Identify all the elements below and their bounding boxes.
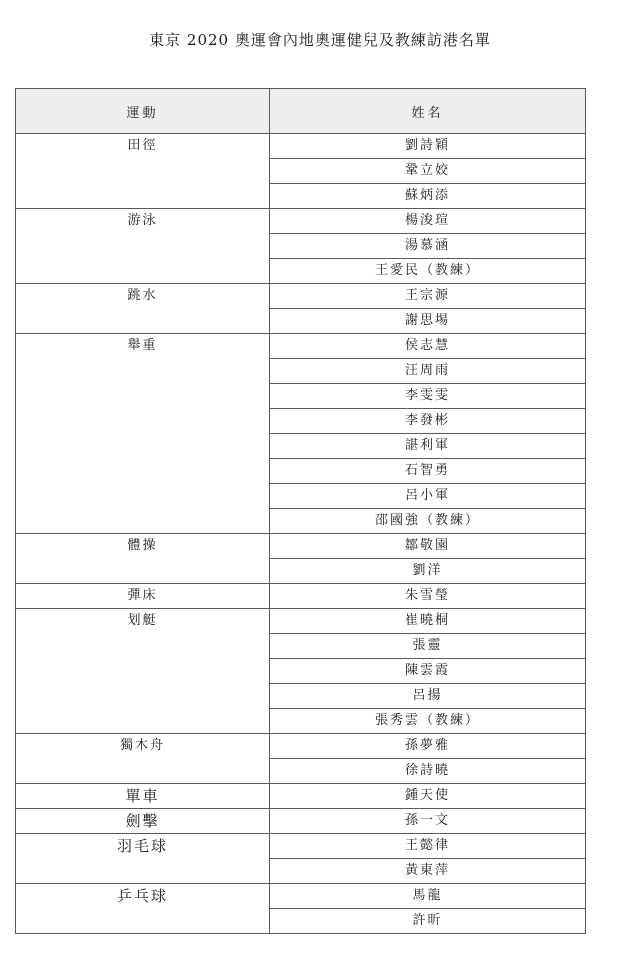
table-row — [16, 834, 586, 859]
sport-cell: 游泳 — [16, 209, 270, 284]
name-cell: 黃東萍 — [270, 859, 586, 884]
name-cell: 陳雲霞 — [270, 659, 586, 684]
name-cell: 王宗源 — [270, 284, 586, 309]
name-cell: 徐詩曉 — [270, 759, 586, 784]
name-cell: 汪周雨 — [270, 359, 586, 384]
sport-cell: 羽毛球 — [16, 834, 270, 884]
name-cell: 謝思埸 — [270, 309, 586, 334]
name-cell: 李雯雯 — [270, 384, 586, 409]
sport-cell: 獨木舟 — [16, 734, 270, 784]
name-cell: 鄒敬園 — [270, 534, 586, 559]
sport-cell: 乒乓球 — [16, 884, 270, 934]
sport-cell: 單車 — [16, 784, 270, 809]
table-row — [16, 209, 586, 234]
name-cell: 呂小軍 — [270, 484, 586, 509]
name-cell: 鞏立姣 — [270, 159, 586, 184]
name-cell: 侯志慧 — [270, 334, 586, 359]
table-row — [16, 534, 586, 559]
name-cell: 許昕 — [270, 909, 586, 934]
table-row — [16, 334, 586, 359]
name-cell: 孫夢雅 — [270, 734, 586, 759]
sport-cell: 劍擊 — [16, 809, 270, 834]
name-cell: 蘇炳添 — [270, 184, 586, 209]
name-cell: 石智勇 — [270, 459, 586, 484]
sport-cell: 彈床 — [16, 584, 270, 609]
name-cell: 楊浚瑄 — [270, 209, 586, 234]
name-cell: 孫一文 — [270, 809, 586, 834]
name-cell: 湯慕涵 — [270, 234, 586, 259]
table-body — [16, 134, 586, 934]
name-cell: 劉詩穎 — [270, 134, 586, 159]
sport-cell: 舉重 — [16, 334, 270, 534]
name-cell: 鍾天使 — [270, 784, 586, 809]
table-row — [16, 609, 586, 634]
name-cell: 呂揚 — [270, 684, 586, 709]
table-row — [16, 734, 586, 759]
table-row — [16, 134, 586, 159]
table-row — [16, 284, 586, 309]
name-cell: 李發彬 — [270, 409, 586, 434]
sport-cell: 田徑 — [16, 134, 270, 209]
athlete-roster-table — [15, 88, 586, 934]
name-cell: 王懿律 — [270, 834, 586, 859]
sport-cell: 體操 — [16, 534, 270, 584]
name-cell: 張秀雲（教練） — [270, 709, 586, 734]
name-cell: 劉洋 — [270, 559, 586, 584]
column-header-name: 姓名 — [270, 89, 586, 134]
name-cell: 朱雪瑩 — [270, 584, 586, 609]
table-row — [16, 884, 586, 909]
sport-cell: 划艇 — [16, 609, 270, 734]
name-cell: 馬龍 — [270, 884, 586, 909]
table-row — [16, 584, 586, 609]
name-cell: 崔曉桐 — [270, 609, 586, 634]
sport-cell: 跳水 — [16, 284, 270, 334]
name-cell: 張靈 — [270, 634, 586, 659]
document-title: 東京 2020 奧運會內地奧運健兒及教練訪港名單 — [149, 31, 491, 49]
name-cell: 王愛民（教練） — [270, 259, 586, 284]
table-row — [16, 784, 586, 809]
name-cell: 諶利軍 — [270, 434, 586, 459]
column-header-sport: 運動 — [16, 89, 270, 134]
table-row — [16, 809, 586, 834]
name-cell: 邵國強（教練） — [270, 509, 586, 534]
table-header-row — [16, 89, 586, 134]
